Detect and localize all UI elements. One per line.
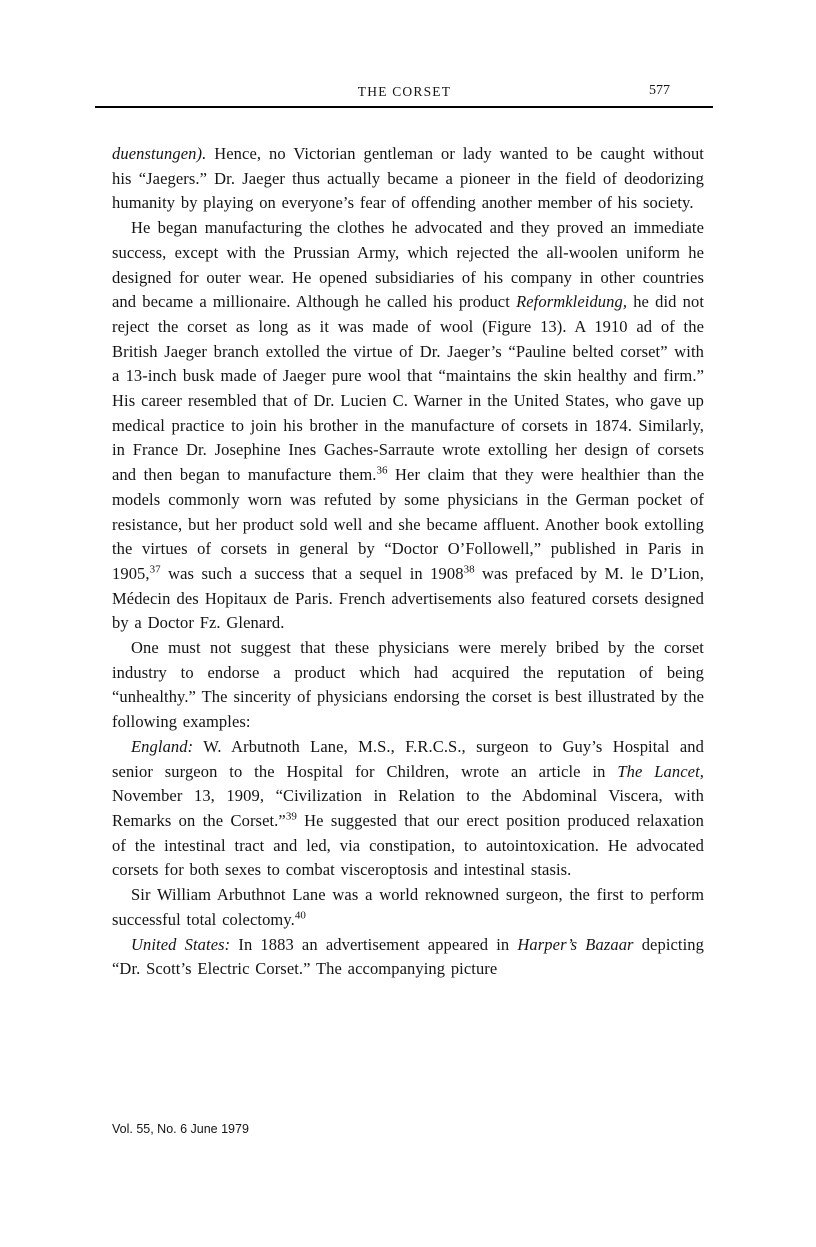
- text-run: was prefaced by M. le D’Lion, Médecin des Hopitaux de Paris. French advertisements also featured corsets designed by a Doctor Fz. Glenard.: [112, 563, 704, 633]
- italic-text-run: Reformkleidung,: [516, 292, 628, 312]
- footnote-reference: 37: [149, 563, 161, 576]
- paragraph: [112, 933, 704, 982]
- text-run: depicting “Dr. Scott’s Electric Corset.” The accompanying picture: [112, 934, 704, 979]
- page-number: 577: [649, 83, 670, 98]
- text-run: One must not suggest that these physicians were merely bribed by the corset industry to endorse a product which had acquired the reputation of being “unhealthy.” The sincerity of physicians endorsing the corset is best illustrated by the following examples:: [112, 638, 704, 732]
- text-run: He began manufacturing the clothes he advocated and they proved an immediate success, except with the Prussian Army, which rejected the all-woolen uniform he designed for outer wear. He opened subsidiaries of his company in other countries and became a millionaire. Although he called his product: [112, 218, 704, 312]
- text-run: He suggested that our erect position produced relaxation of the intestinal tract and led, via constipation, to autointoxication. He advocated corsets for both sexes to combat visceroptosis and intestinal stasis.: [112, 810, 704, 880]
- text-run: W. Arbutnoth Lane, M.S., F.R.C.S., surgeon to Guy’s Hospital and senior surgeon to the Hospital for Children, wrote an article in: [112, 736, 704, 781]
- italic-text-run: United States:: [131, 934, 231, 954]
- footnote-reference: 40: [294, 909, 306, 922]
- header-divider-rule: [95, 106, 713, 108]
- footnote-reference: 36: [376, 464, 388, 477]
- paragraph: [112, 142, 704, 216]
- text-run: November 13, 1909, “Civilization in Relation to the Abdominal Viscera, with Remarks on the Corset.”: [112, 786, 704, 830]
- italic-text-run: The Lancet,: [617, 761, 704, 781]
- footnote-reference: 39: [285, 810, 297, 823]
- text-run: Hence, no Victorian gentleman or lady wanted to be caught without his “Jaegers.” Dr. Jaeger thus actually became a pioneer in the field of deodorizing humanity by playing on everyone’s fear of offending another member of his society.: [112, 144, 704, 213]
- text-run: he did not reject the corset as long as it was made of wool (Figure 13). A 1910 ad of the British Jaeger branch extolled the virtue of Dr. Jaeger’s “Pauline belted corset” with a 13-inch busk made of Jaeger pure wool that “maintains the skin healthy and firm.” His career resembled that of Dr. Lucien C. Warner in the United States, who gave up medical practice to join his brother in the manufacture of corsets in 1874. Similarly, in France Dr. Josephine Ines Gaches-Sarraute wrote extolling her design of corsets and then began to manufacture them.: [112, 292, 705, 485]
- text-run: Her claim that they were healthier than the models commonly worn was refuted by some physicians in the German pocket of resistance, but her product sold well and she became affluent. Another book extolling the virtues of corsets in general by “Doctor O’Followell,” published in Paris in 1905,: [112, 465, 704, 583]
- footer-volume-line: Vol. 55, No. 6 June 1979: [112, 1122, 249, 1136]
- text-run: In 1883 an advertisement appeared in: [230, 934, 518, 954]
- paragraph: [112, 636, 704, 735]
- body-text: [112, 142, 704, 982]
- text-run: Sir William Arbuthnot Lane was a world reknowned surgeon, the first to perform successful total colectomy.: [112, 885, 704, 929]
- footnote-reference: 38: [463, 563, 475, 576]
- text-run: was such a success that a sequel in 1908: [160, 563, 464, 583]
- running-head-title: THE CORSET: [357, 84, 452, 99]
- italic-text-run: England:: [131, 736, 194, 756]
- italic-text-run: duenstungen).: [112, 144, 207, 163]
- paragraph: [112, 883, 704, 932]
- paragraph: [112, 735, 704, 883]
- paragraph: [112, 216, 704, 636]
- italic-text-run: Harper’s Bazaar: [517, 934, 634, 954]
- running-header: [96, 84, 713, 102]
